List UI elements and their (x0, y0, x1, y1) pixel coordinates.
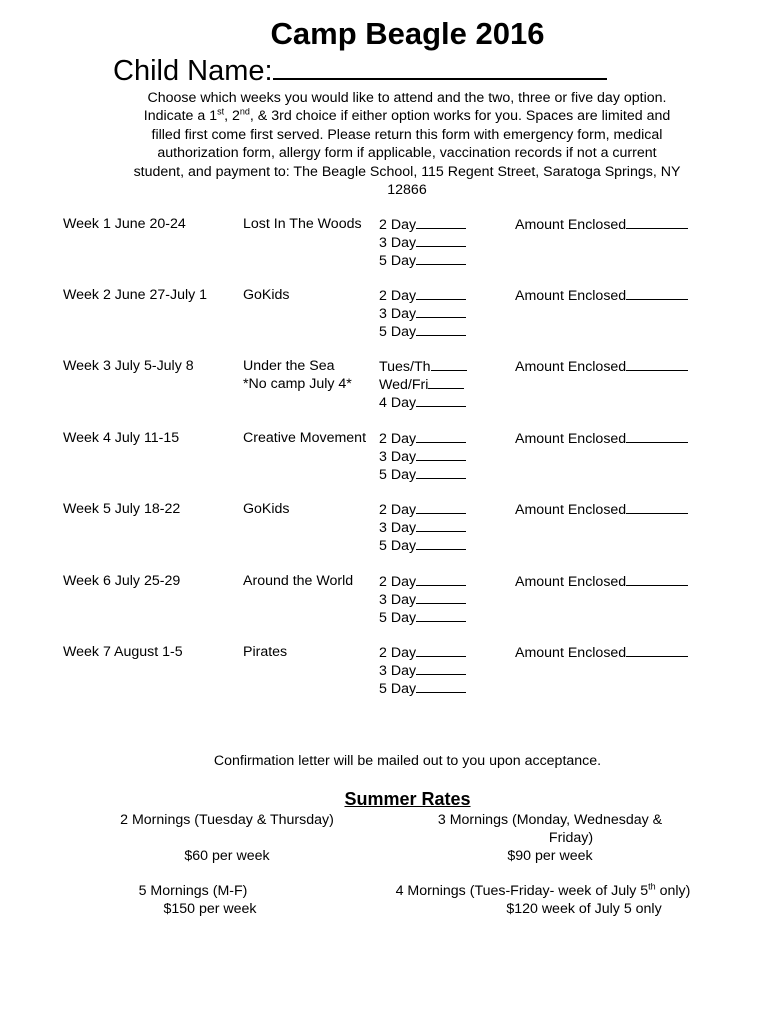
child-name-row (113, 53, 607, 89)
option-blank[interactable]: 3 Day (379, 304, 466, 322)
rate-title: 4 Mornings (Tues-Friday- week of July 5th only) (395, 881, 691, 899)
week-theme: Around the World (243, 573, 354, 589)
amount-enclosed-field[interactable]: Amount Enclosed (515, 429, 688, 448)
week-row-1 (0, 215, 770, 275)
form-title: Camp Beagle 2016 (270, 16, 545, 51)
option-blank[interactable]: 3 Day (379, 661, 466, 679)
amount-enclosed-field[interactable]: Amount Enclosed (515, 286, 688, 305)
child-name-field[interactable] (273, 54, 607, 80)
amount-enclosed-field[interactable]: Amount Enclosed (515, 215, 688, 234)
instructions-line: filled first come first served. Please return this form with emergency form, medical (151, 126, 663, 143)
week-options (379, 500, 466, 554)
amount-enclosed-field[interactable]: Amount Enclosed (515, 572, 688, 591)
instructions-line: Choose which weeks you would like to attend and the two, three or five day option. (147, 90, 667, 106)
option-blank[interactable]: 5 Day (379, 465, 466, 483)
option-blank[interactable]: 5 Day (379, 536, 466, 554)
week-row-4 (0, 429, 770, 489)
option-blank[interactable]: 2 Day (379, 572, 466, 590)
option-blank[interactable]: 3 Day (379, 590, 466, 608)
rate-title-cont: Friday) (548, 830, 594, 846)
week-label: Week 6 July 25-29 (63, 573, 181, 589)
rate-two-mornings (112, 811, 342, 865)
option-blank[interactable]: 2 Day (379, 215, 466, 233)
rate-four-mornings (383, 882, 703, 918)
instructions-line: student, and payment to: The Beagle School, 115 Regent Street, Saratoga Springs, NY (133, 163, 681, 180)
rate-price: $150 per week (163, 901, 257, 917)
week-theme: GoKids (243, 287, 290, 303)
week-row-2 (0, 286, 770, 346)
week-label: Week 5 July 18-22 (63, 501, 181, 517)
option-blank[interactable]: 2 Day (379, 500, 466, 518)
summer-rates-heading: Summer Rates (344, 789, 471, 809)
rate-price: $90 per week (507, 848, 593, 864)
option-blank[interactable]: 2 Day (379, 429, 466, 447)
week-options (379, 643, 466, 697)
option-blank[interactable]: 2 Day (379, 643, 466, 661)
option-blank[interactable]: 3 Day (379, 233, 466, 251)
week-note: *No camp July 4* (243, 376, 352, 392)
week-theme: Lost In The Woods (243, 216, 362, 232)
amount-enclosed-field[interactable]: Amount Enclosed (515, 643, 688, 662)
week-label: Week 7 August 1-5 (63, 644, 183, 660)
instructions (107, 89, 707, 199)
amount-enclosed-field[interactable]: Amount Enclosed (515, 357, 688, 376)
week-row-7 (0, 643, 770, 703)
rate-five-mornings (100, 882, 320, 918)
week-label: Week 3 July 5-July 8 (63, 358, 194, 374)
week-options (379, 286, 466, 340)
week-row-5 (0, 500, 770, 560)
amount-enclosed-field[interactable]: Amount Enclosed (515, 500, 688, 519)
option-blank[interactable]: 5 Day (379, 251, 466, 269)
rate-title: 5 Mornings (M-F) (138, 883, 248, 899)
confirmation-note: Confirmation letter will be mailed out to you upon acceptance. (213, 753, 602, 769)
option-blank[interactable]: 4 Day (379, 393, 467, 411)
week-row-6 (0, 572, 770, 632)
option-blank[interactable]: 3 Day (379, 447, 466, 465)
week-options (379, 357, 467, 411)
week-theme: Under the Sea (243, 358, 335, 374)
rate-three-mornings (420, 811, 680, 865)
week-theme: Creative Movement (243, 430, 367, 446)
rate-price: $60 per week (184, 848, 270, 864)
week-row-3 (0, 357, 770, 417)
option-blank[interactable]: 5 Day (379, 679, 466, 697)
option-blank[interactable]: 5 Day (379, 322, 466, 340)
option-blank[interactable]: 2 Day (379, 286, 466, 304)
week-label: Week 2 June 27-July 1 (63, 287, 208, 303)
instructions-line: authorization form, allergy form if applicable, vaccination records if not a current (157, 145, 657, 162)
week-options (379, 215, 466, 269)
week-label: Week 4 July 11-15 (63, 430, 180, 446)
child-name-label: Child Name: (113, 55, 273, 87)
rate-title: 2 Mornings (Tuesday & Thursday) (120, 812, 334, 828)
instructions-line: 12866 (387, 182, 427, 199)
option-blank[interactable]: Wed/Fri (379, 375, 467, 393)
week-theme: GoKids (243, 501, 290, 517)
week-options (379, 429, 466, 483)
week-options (379, 572, 466, 626)
option-blank[interactable]: 5 Day (379, 608, 466, 626)
week-label: Week 1 June 20-24 (63, 216, 186, 232)
rate-title: 3 Mornings (Monday, Wednesday & (437, 812, 663, 828)
option-blank[interactable]: 3 Day (379, 518, 466, 536)
week-theme: Pirates (243, 644, 288, 660)
rate-price: $120 week of July 5 only (506, 901, 662, 917)
option-blank[interactable]: Tues/Th (379, 357, 467, 375)
instructions-line: Indicate a 1st, 2nd, & 3rd choice if either option works for you. Spaces are limited and (143, 106, 671, 125)
